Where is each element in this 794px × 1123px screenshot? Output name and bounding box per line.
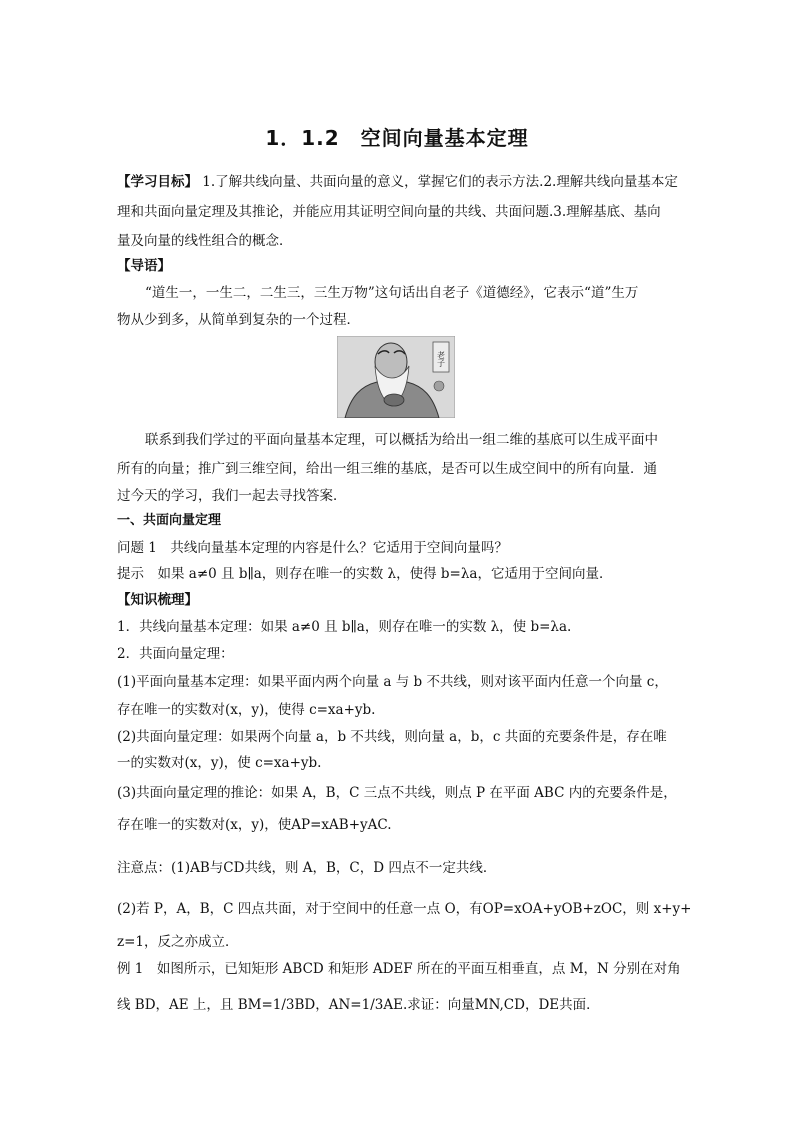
intro-p1-line-2: 物从少到多，从简单到复杂的一个过程． bbox=[117, 312, 360, 328]
intro-p2-line-3: 过今天的学习，我们一起去寻找答案． bbox=[117, 488, 347, 504]
objectives-line-1 bbox=[117, 172, 687, 192]
intro-p1-line-1: “道生一，一生二，二生三，三生万物”这句话出自老子《道德经》，它表示“道”生万 bbox=[145, 285, 639, 301]
question-1: 问题 1 共线向量基本定理的内容是什么？它适用于空间向量吗？ bbox=[117, 540, 508, 556]
hint-line bbox=[117, 564, 687, 584]
knowledge-item-2-3-line-2: 存在唯一的实数对(x，y)，使AP=xAB+yAC. bbox=[117, 817, 392, 833]
intro-p2-line-1: 联系到我们学过的平面向量基本定理，可以概括为给出一组二维的基底可以生成平面中 bbox=[145, 432, 658, 448]
objectives-line-2: 理和共面向量定理及其推论，并能应用其证明空间向量的共线、共面问题.3.理解基底、基向 bbox=[117, 204, 661, 220]
laozi-portrait-illustration bbox=[337, 336, 455, 418]
knowledge-item-2-1-line-1: (1)平面向量基本定理：如果平面内两个向量 a 与 b 不共线，则对该平面内任意一个向量 c， bbox=[117, 674, 668, 690]
intro-label: 【导语】 bbox=[117, 258, 171, 274]
hint-text: 如果 a≠0 且 b∥a，则存在唯一的实数 λ，使得 b=λa，它适用于空间向量． bbox=[157, 566, 613, 582]
knowledge-item-2-3-line-1: (3)共面向量定理的推论：如果 A，B，C 三点不共线，则点 P 在平面 ABC 内的充要条件是， bbox=[117, 785, 677, 801]
hint-label: 提示 bbox=[117, 566, 158, 582]
note-1: 注意点：(1)AB与CD共线，则 A，B，C，D 四点不一定共线． bbox=[117, 860, 497, 876]
knowledge-item-2: 2．共面向量定理： bbox=[117, 646, 234, 662]
knowledge-item-1: 1．共线向量基本定理：如果 a≠0 且 b∥a，则存在唯一的实数 λ，使 b=λa. bbox=[117, 619, 572, 635]
knowledge-item-2-1-line-2: 存在唯一的实数对(x，y)，使得 c=xa+yb. bbox=[117, 702, 376, 718]
image-caption: 老子 bbox=[436, 351, 446, 367]
example-1-line-1: 例 1 如图所示，已知矩形 ABCD 和矩形 ADEF 所在的平面互相垂直，点 M，N 分别在对角 bbox=[117, 961, 681, 977]
knowledge-label: 【知识梳理】 bbox=[117, 592, 198, 608]
objectives-line-3: 量及向量的线性组合的概念． bbox=[117, 233, 293, 249]
example-1-line-2: 线 BD，AE 上，且 BM=1/3BD，AN=1/3AE.求证：向量MN,CD，DE共面． bbox=[117, 997, 600, 1013]
section-1-heading: 一、共面向量定理 bbox=[117, 513, 222, 528]
intro-p2-line-2: 所有的向量；推广到三维空间，给出一组三维的基底，是否可以生成空间中的所有向量．通 bbox=[117, 461, 657, 477]
page-title: 1．1.2 空间向量基本定理 bbox=[265, 126, 529, 150]
knowledge-item-2-2-line-2: 一的实数对(x，y)，使 c=xa+yb. bbox=[117, 755, 322, 771]
note-2-line-2: z=1，反之亦成立． bbox=[117, 934, 239, 950]
knowledge-item-2-2-line-1: (2)共面向量定理：如果两个向量 a，b 不共线，则向量 a，b，c 共面的充要条件是，存在唯 bbox=[117, 729, 667, 745]
objectives-text-1: 1.了解共线向量、共面向量的意义，掌握它们的表示方法.2.理解共线向量基本定 bbox=[198, 174, 678, 190]
objectives-label: 【学习目标】 bbox=[117, 174, 198, 190]
note-2-line-1: (2)若 P，A，B，C 四点共面，对于空间中的任意一点 O，有OP=xOA+yOB+zOC，则 x+y+ bbox=[117, 901, 692, 917]
